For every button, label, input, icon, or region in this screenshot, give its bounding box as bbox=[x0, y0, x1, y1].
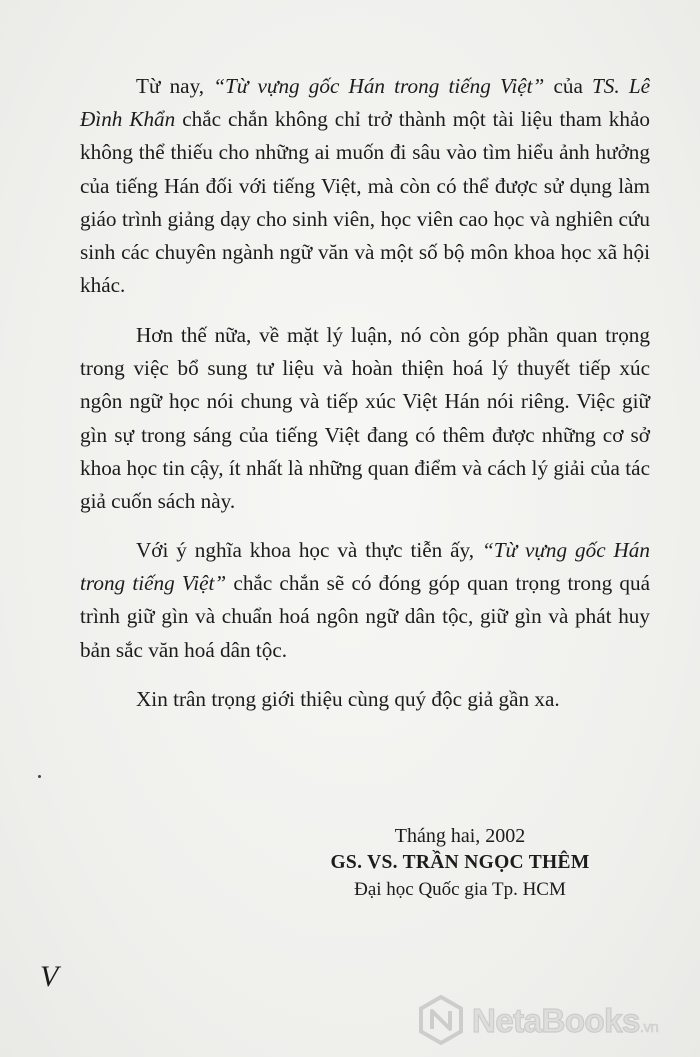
watermark-suffix: .vn bbox=[639, 1018, 659, 1036]
p1-book-title: “Từ vựng gốc Hán trong tiếng Việt” bbox=[213, 74, 545, 98]
signature-institution: Đại học Quốc gia Tp. HCM bbox=[354, 879, 566, 900]
paragraph-significance bbox=[80, 534, 650, 667]
p3-run-1: Với ý nghĩa khoa học và thực tiễn ấy, bbox=[136, 538, 482, 562]
p4-run-1: Xin trân trọng giới thiệu cùng quý độc giả gần xa. bbox=[136, 687, 560, 711]
scan-speck bbox=[38, 775, 41, 778]
p3-run-3: chắc chắn sẽ có đóng góp quan trọng trong quá trình giữ gìn và chuẩn hoá ngôn ngữ dân tộc, giữ gìn và phát huy bản sắc văn hoá dân tộc. bbox=[80, 571, 650, 662]
p2-run-1: Hơn thế nữa, về mặt lý luận, nó còn góp phần quan trọng trong việc bổ sung tư liệu và hoàn thiện hoá lý thuyết tiếp xúc ngôn ngữ học nói chung và tiếp xúc Việt Hán nói riêng. Việc giữ gìn sự trong sáng của tiếng Việt đang có thêm được những cơ sở khoa học tin cậy, ít nhất là những quan điểm và cách lý giải của tác giả cuốn sách này. bbox=[80, 323, 650, 514]
page-number: V bbox=[40, 960, 59, 993]
p1-run-3: của bbox=[544, 74, 592, 98]
signature-date: Tháng hai, 2002 bbox=[394, 825, 526, 847]
signature-name: GS. VS. TRẦN NGỌC THÊM bbox=[330, 852, 590, 873]
p1-run-1: Từ nay, bbox=[136, 74, 214, 98]
watermark bbox=[418, 992, 688, 1048]
p3-book-title: “Từ vựng gốc Hán trong tiếng Việt” bbox=[80, 538, 650, 596]
paragraph-theory bbox=[80, 319, 650, 518]
p1-run-5: chắc chắn không chỉ trở thành một tài liệu tham khảo không thể thiếu cho những ai muốn đi sâu vào tìm hiểu ảnh hưởng của tiếng Hán đối với tiếng Việt, mà còn có thể được sử dụng làm giáo trình giảng dạy cho sinh viên, học viên cao học và nghiên cứu sinh các chuyên ngành ngữ văn và một số bộ môn khoa học xã hội khác. bbox=[80, 107, 650, 298]
paragraph-closing bbox=[80, 683, 650, 716]
p1-author-name: TS. Lê Đình Khẩn bbox=[80, 74, 651, 132]
netabooks-logo-icon bbox=[418, 995, 464, 1045]
watermark-brand: NetaBooks bbox=[472, 1001, 640, 1039]
watermark-text bbox=[472, 1001, 659, 1039]
paragraph-introduction bbox=[80, 70, 650, 302]
